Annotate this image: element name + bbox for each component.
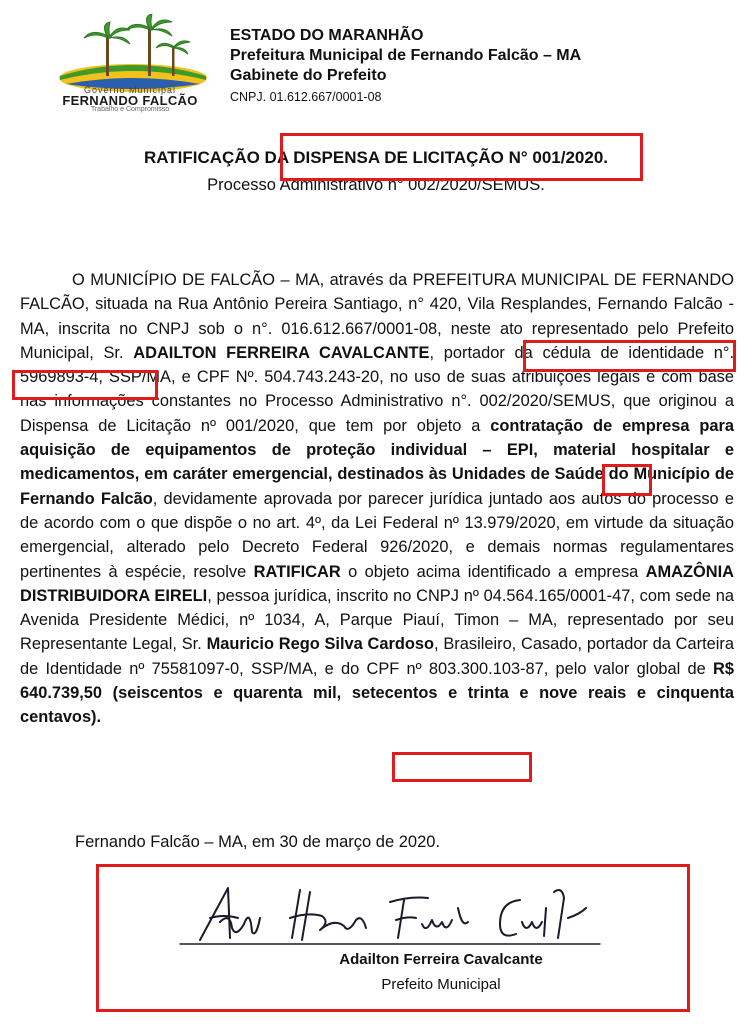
mayor-name: ADAILTON FERREIRA CAVALCANTE — [133, 343, 430, 362]
header-gabinete: Gabinete do Prefeito — [230, 67, 387, 84]
amount-value: R$ 640.739,50 — [20, 659, 734, 703]
representative-name: Mauricio Rego Silva Cardoso — [206, 635, 435, 654]
highlight-amount — [392, 752, 532, 782]
body-p1: O MUNICÍPIO DE FALCÃO – MA, através da PREFEITURA MUNICIPAL DE FERNANDO FALCÃO, situada na Rua Antônio Pereira Santiago, n° 420, Vila Resplandes, Fernando Falcão - MA, inscrita no CNPJ sob o n°. 016.612.667/0001-08, neste ato representado pelo Prefeito Municipal, Sr. — [20, 271, 734, 362]
handwritten-signature — [160, 878, 620, 958]
epi-text: EPI — [506, 441, 534, 460]
highlight-epi — [602, 464, 652, 496]
ratificar-text: RATIFICAR — [253, 562, 341, 581]
object-bold-2: , material hospitalar e medicamentos, em caráter emergencial, destinados às Unidades de Saúde do Município de Fernando Falcão — [20, 441, 734, 508]
logo-name: FERNANDO FALCÃO — [62, 93, 198, 108]
signatory-name: Adailton Ferreira Cavalcante — [339, 951, 543, 968]
document-body — [20, 268, 734, 730]
body-p4: o objeto acima identificado a empresa — [340, 562, 646, 581]
header-state: ESTADO DO MARANHÃO — [230, 27, 424, 44]
place-date: Fernando Falcão – MA, em 30 de março de 2020. — [75, 833, 441, 851]
company-name: AMAZÔNIA DISTRIBUIDORA EIRELI — [20, 562, 734, 605]
body-p3: , devidamente aprovada por parecer jurídica juntado aos autos do processo e de acordo com o que dispõe o no art. 4º, da Lei Federal nº 13.979/2020, em virtude da situação emergencial, alterado pelo Decreto Federal 926/2020, e demais normas regulamentares pertinentes à espécie, resolve — [20, 489, 734, 581]
highlight-title — [280, 133, 643, 181]
title-part2: DISPENSA DE LICITAÇÃO N° 001/2020. — [293, 148, 608, 167]
highlight-mayor-name-2 — [12, 370, 158, 400]
signatory-role: Prefeito Municipal — [381, 976, 501, 993]
header-prefeitura: Prefeitura Municipal de Fernando Falcão – MA — [230, 47, 582, 64]
object-bold: contratação de empresa para aquisição de equipamentos de proteção individual – — [20, 416, 735, 460]
document-subtitle: Processo Administrativo n° 002/2020/SEMUS. — [207, 176, 545, 194]
letterhead — [230, 26, 581, 107]
logo-top-text: Governo Municipal — [83, 85, 177, 95]
logo-tagline: Trabalho e Compromisso — [90, 106, 170, 113]
body-p6: , Brasileiro, Casado, portador da Carteira de Identidade nº 75581097-0, SSP/MA, e do CPF nº 803.300.103-87, pelo valor global de — [20, 635, 734, 678]
body-p2: , portador da cédula de identidade n°. 5969893-4, SSP/MA, e CPF Nº. 504.743.243-20, no uso de suas atribuições legais e com base nas informações constantes no Processo Administrativo n°. 002/2020/SEMUS, que originou a Dispensa de Licitação nº 001/2020, que tem por objeto a — [20, 343, 735, 435]
header-cnpj: CNPJ. 01.612.667/0001-08 — [230, 90, 382, 104]
highlight-mayor-name-1 — [523, 340, 736, 372]
title-part1: RATIFICAÇÃO DA — [144, 148, 294, 167]
amount-words: (seiscentos e quarenta mil, setecentos e trinta e nove reais e cinquenta centavos). — [20, 684, 734, 727]
body-p5: , pessoa jurídica, inscrito no CNPJ nº 04.564.165/0001-47, com sede na Avenida Presidente Médici, nº 1034, A, Parque Piauí, Timon – MA, representado por seu Representante Legal, Sr. — [20, 586, 734, 654]
